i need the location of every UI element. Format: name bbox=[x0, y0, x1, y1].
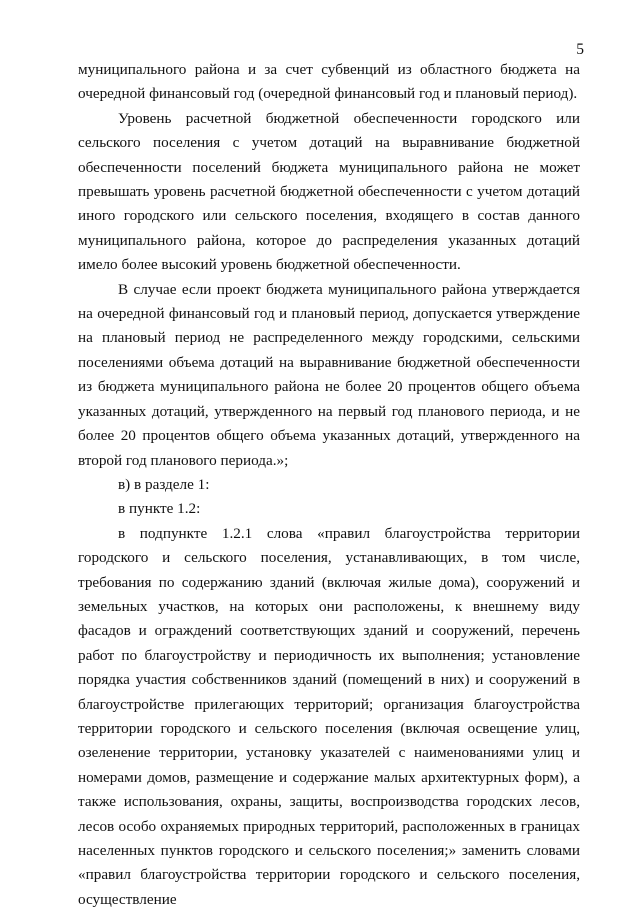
paragraph-budget-level: Уровень расчетной бюджетной обеспеченности городского или сельского поселения с учетом дотаций на выравнивание бюджетной обеспеченности поселений бюджета муниципального района не может превышать уровень расчетной бюджетной обеспеченности с учетом дотаций иного городского или сельского поселения, входящего в состав данного муниципального района, которое до распределения указанных дотаций имело более высокий уровень бюджетной обеспеченности. bbox=[78, 109, 580, 274]
page-number: 5 bbox=[576, 41, 584, 58]
paragraph-item-1-2: в пункте 1.2: bbox=[118, 500, 201, 518]
document-body bbox=[78, 58, 580, 912]
paragraph-continuation: муниципального района и за счет субвенций из областного бюджета на очередной финансовый год (очередной финансовый год и плановый период). bbox=[78, 61, 580, 103]
paragraph-planning-period: В случае если проект бюджета муниципального района утверждается на очередной финансовый год и плановый период, допускается утверждение на плановый период не распределенного между городскими, сельскими поселениями объема дотаций на выравнивание бюджетной обеспеченности из бюджета муниципального района не более 20 процентов общего объема указанных дотаций, утвержденного на первый год планового периода, и не более 20 процентов общего объема указанных дотаций, утвержденного на второй год планового периода.»; bbox=[78, 280, 580, 469]
paragraph-subitem-1-2-1: в подпункте 1.2.1 слова «правил благоустройства территории городского и сельского поселения, устанавливающих, в том числе, требования по содержанию зданий (включая жилые дома), сооружений и земельных участков, на которых они расположены, к внешнему виду фасадов и ограждений соответствующих зданий и сооружений, перечень работ по благоустройству и периодичность их выполнения; установление порядка участия собственников зданий (помещений в них) и сооружений в благоустройстве прилегающих территорий; организация благоустройства территории городского и сельского поселения (включая освещение улиц, озеленение территории, установку указателей с наименованиями улиц и номерами домов, размещение и содержание малых архитектурных форм), а также использования, охраны, защиты, воспроизводства городских лесов, лесов особо охраняемых природных территорий, расположенных в границах населенных пунктов городского и сельского поселения;» заменить словами «правил благоустройства территории городского и сельского поселения, осуществление bbox=[78, 524, 580, 908]
paragraph-section-1: в) в разделе 1: bbox=[118, 475, 210, 493]
